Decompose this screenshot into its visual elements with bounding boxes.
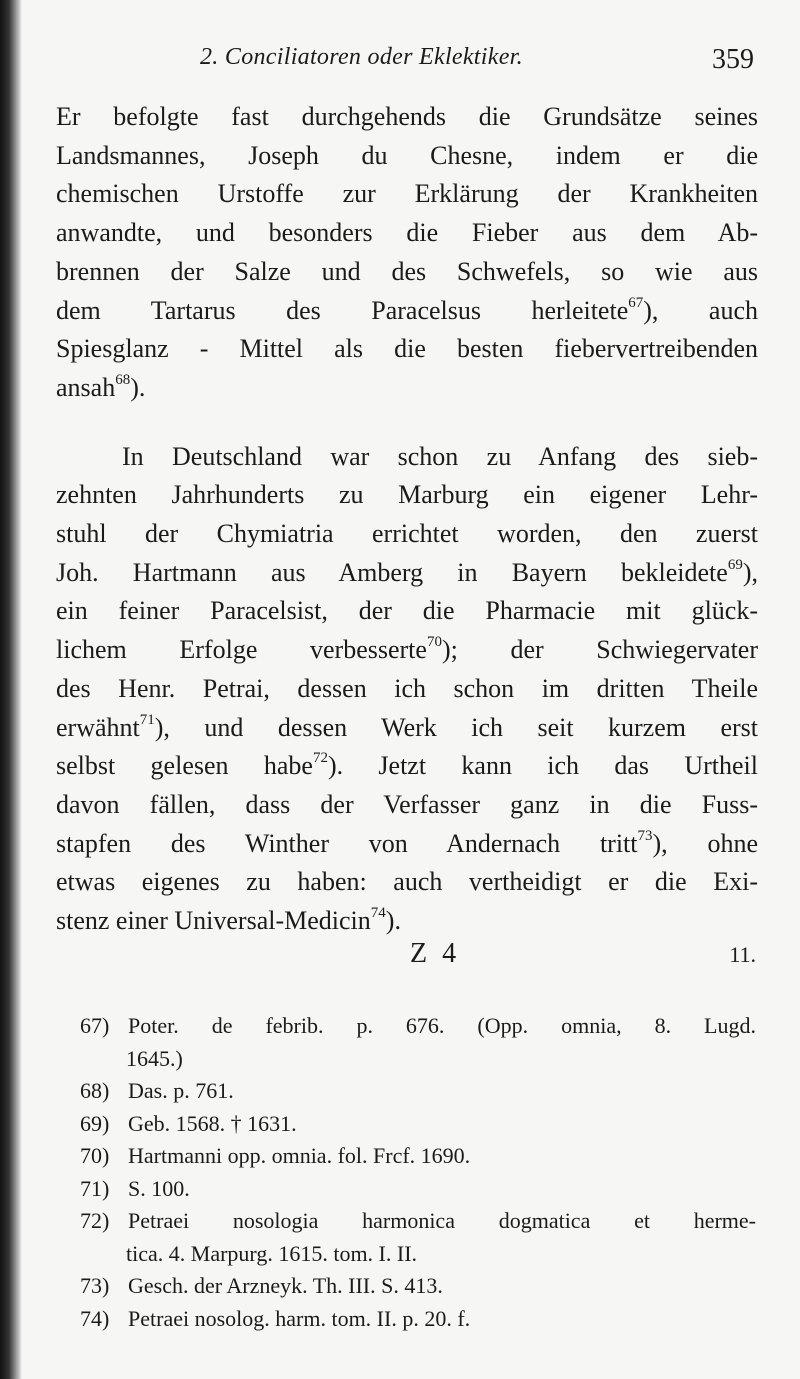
footnote-text: Poter. de febrib. p. 676. (Opp. omnia, 8. Lugd. xyxy=(128,1013,756,1038)
body-text xyxy=(56,98,758,941)
footnote-continuation: tica. 4. Marpurg. 1615. tom. I. II. xyxy=(126,1240,418,1266)
footnote-text: Gesch. der Arzneyk. Th. III. S. 413. xyxy=(128,1273,443,1298)
footnote-text: Petraei nosologia harmonica dogmatica et herme- xyxy=(128,1208,756,1233)
footnote-number: 74) xyxy=(80,1305,110,1331)
line-text: ansah xyxy=(56,372,116,402)
text-line xyxy=(56,554,758,593)
footnote xyxy=(80,1303,756,1336)
line-text-tail: ). xyxy=(385,906,401,936)
footnote xyxy=(80,1140,756,1173)
line-text-tail: ), und dessen Werk ich seit kurzem erst xyxy=(154,712,758,742)
line-text: etwas eigenes zu haben: auch vertheidigt er die Exi- xyxy=(56,867,758,897)
line-text: erwähnt xyxy=(56,712,140,742)
footnote-ref: 68 xyxy=(115,371,131,388)
line-text-tail: ). xyxy=(130,372,146,402)
footnote xyxy=(80,1205,756,1238)
text-line xyxy=(56,98,758,137)
text-line xyxy=(56,747,758,786)
footnote xyxy=(80,1108,756,1141)
footnotes xyxy=(80,1010,756,1335)
page-gutter-shadow xyxy=(0,0,22,1379)
footnote-text: Das. p. 761. xyxy=(128,1078,234,1103)
line-text-tail: ); der Schwiegervater xyxy=(441,635,758,665)
line-text-tail: ), ohne xyxy=(652,828,758,858)
line-text: chemischen Urstoffe zur Erklärung der Krankheiten xyxy=(56,179,758,209)
line-text-tail: ). Jetzt kann ich das Urtheil xyxy=(327,751,759,781)
line-text-tail: ), auch xyxy=(643,295,758,325)
line-text: anwandte, und besonders die Fieber aus dem Ab- xyxy=(56,218,758,248)
line-text: brennen der Salze und des Schwefels, so wie aus xyxy=(56,256,758,286)
paragraph-1 xyxy=(56,98,758,408)
text-line xyxy=(56,825,758,864)
text-line xyxy=(56,902,758,941)
text-line xyxy=(56,786,758,825)
footnote-ref: 73 xyxy=(637,827,653,844)
catchword: 11. xyxy=(729,942,756,967)
line-text: ein feiner Paracelsist, der die Pharmacie mit glück- xyxy=(56,596,758,626)
footnote-continuation: 1645.) xyxy=(126,1045,183,1071)
footnote xyxy=(80,1173,756,1206)
line-text: Landsmannes, Joseph du Chesne, indem er die xyxy=(56,140,758,170)
text-line xyxy=(56,137,758,176)
line-text: zehnten Jahrhunderts zu Marburg ein eigener Lehr- xyxy=(56,480,758,510)
line-text: dem Tartarus des Paracelsus herleitete xyxy=(56,295,629,325)
footnote-number: 71) xyxy=(80,1175,110,1201)
footnote-number: 73) xyxy=(80,1273,110,1298)
text-line xyxy=(56,292,758,331)
footnote-ref: 69 xyxy=(727,556,743,573)
line-text-tail: ), xyxy=(742,557,758,587)
footnote xyxy=(80,1075,756,1108)
text-line xyxy=(56,515,758,554)
text-line xyxy=(56,476,758,515)
footnote-number: 68) xyxy=(80,1078,110,1103)
footnote-ref: 72 xyxy=(312,750,328,767)
signature-mark: Z 4 xyxy=(410,938,461,969)
footnote xyxy=(80,1010,756,1043)
paragraph-2 xyxy=(56,438,758,941)
text-line xyxy=(56,253,758,292)
footnote-ref: 71 xyxy=(139,711,155,728)
footnote-text: Hartmanni opp. omnia. fol. Frcf. 1690. xyxy=(128,1143,471,1168)
running-head xyxy=(60,44,760,84)
line-text: davon fällen, dass der Verfasser ganz in die Fuss- xyxy=(56,789,758,819)
line-text: stuhl der Chymiatria errichtet worden, den zuerst xyxy=(56,519,758,549)
footnote-text: Petraei nosolog. harm. tom. II. p. 20. f. xyxy=(128,1305,471,1331)
line-text: selbst gelesen habe xyxy=(56,751,313,781)
footnote-ref: 74 xyxy=(370,905,386,922)
footnote-ref: 70 xyxy=(426,634,442,651)
text-line xyxy=(56,369,758,408)
text-line xyxy=(56,175,758,214)
text-line xyxy=(56,670,758,709)
footnote-number: 67) xyxy=(80,1013,110,1038)
running-head-title: 2. Conciliatoren oder Eklektiker. xyxy=(200,44,523,70)
line-text: stapfen des Winther von Andernach tritt xyxy=(56,828,638,858)
line-text: lichem Erfolge verbesserte xyxy=(56,635,427,665)
footnote-text: S. 100. xyxy=(128,1175,190,1201)
footnote-number: 69) xyxy=(80,1110,110,1136)
footnote xyxy=(80,1270,756,1303)
footnote-text: Geb. 1568. † 1631. xyxy=(128,1110,297,1136)
line-text: des Henr. Petrai, dessen ich schon im dritten Theile xyxy=(56,673,758,703)
text-line xyxy=(56,709,758,748)
line-text: Er befolgte fast durchgehends die Grundsätze seines xyxy=(56,102,758,131)
text-line xyxy=(56,592,758,631)
page-number: 359 xyxy=(712,44,754,75)
footnote-ref: 67 xyxy=(628,294,644,311)
text-line xyxy=(56,438,758,477)
line-text: In Deutschland war schon zu Anfang des sieb- xyxy=(122,441,758,471)
line-text: Joh. Hartmann aus Amberg in Bayern bekleidete xyxy=(56,557,728,587)
text-line xyxy=(56,631,758,670)
signature-line xyxy=(56,938,758,978)
text-line xyxy=(56,330,758,369)
footnote-number: 70) xyxy=(80,1143,110,1168)
text-line xyxy=(56,863,758,902)
text-line xyxy=(56,214,758,253)
line-text: Spiesglanz - Mittel als die besten fiebervertreibenden xyxy=(56,334,758,364)
line-text: stenz einer Universal-Medicin xyxy=(56,906,371,936)
footnote-number: 72) xyxy=(80,1208,110,1233)
